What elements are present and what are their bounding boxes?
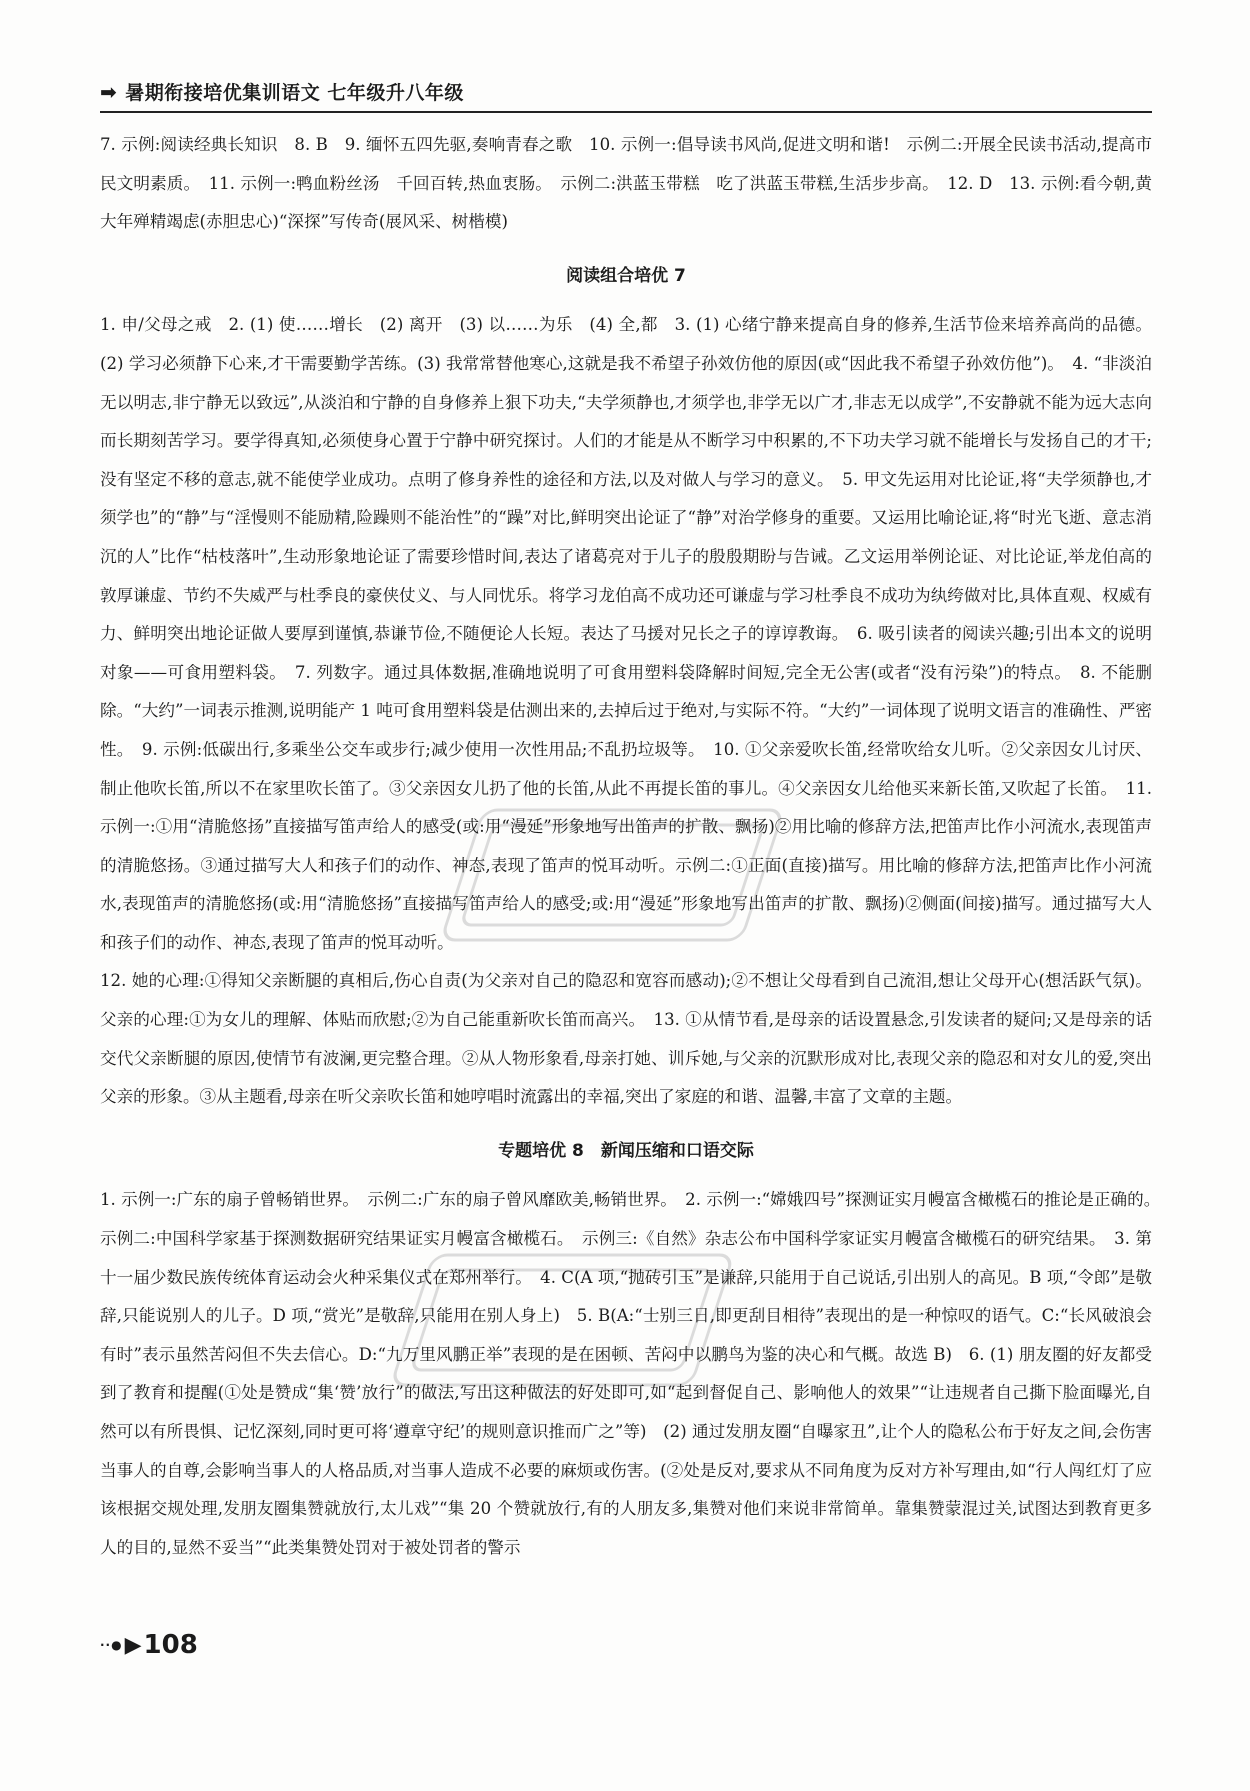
answer-paragraph-reading-7: 1. 申/父母之戒 2. (1) 使……增长 (2) 离开 (3) 以……为乐 (4) 全,都 3. (1) 心绪宁静来提高自身的修养,生活节俭来培养高尚的品德。(2) 学习必须静下心来,才干需要勤学苦练。(3) 我常常替他寒心,这就是我不希望子孙效仿他的原因(或“因此我不希望子孙效仿他”)。 4. “非淡泊无以明志,非宁静无以致远”,从淡泊和宁静的自身修养上狠下功夫,“夫学须静也,才须学也,非学无以广才,非志无以成学”,不安静就不能为远大志向而长期刻苦学习。要学得真知,必须使身心置于宁静中研究探讨。人们的才能是从不断学习中积累的,不下功夫学习就不能增长与发扬自己的才干;没有坚定不移的意志,就不能使学业成功。点明了修身养性的途径和方法,以及对做人与学习的意义。 5. 甲文先运用对比论证,将“夫学须静也,才须学也”的“静”与“淫慢则不能励精,险躁则不能治性”的“躁”对比,鲜明突出论证了“静”对治学修身的重要。又运用比喻论证,将“时光飞逝、意志消沉的人”比作“枯枝落叶”,生动形象地论证了需要珍惜时间,表达了诸葛亮对于儿子的殷殷期盼与告诫。乙文运用举例论证、对比论证,举龙伯高的敦厚谦虚、节约不失威严与杜季良的豪侠仗义、与人同忧乐。将学习龙伯高不成功还可谦虚与学习杜季良不成功为纨绔做对比,具体直观、权威有力、鲜明突出地论证做人要厚到谨慎,恭谦节俭,不随便论人长短。表达了马援对兄长之子的谆谆教诲。 6. 吸引读者的阅读兴趣;引出本文的说明对象——可食用塑料袋。 7. 列数字。通过具体数据,准确地说明了可食用塑料袋降解时间短,完全无公害(或者“没有污染”)的特点。 8. 不能删除。“大约”一词表示推测,说明能产 1 吨可食用塑料袋是估测出来的,去掉后过于绝对,与实际不符。“大约”一词体现了说明文语言的准确性、严密性。 9. 示例:低碳出行,多乘坐公交车或步行;减少使用一次性用品;不乱扔垃圾等。 10. ①父亲爱吹长笛,经常吹给女儿听。②父亲因女儿讨厌、制止他吹长笛,所以不在家里吹长笛了。③父亲因女儿扔了他的长笛,从此不再提长笛的事儿。④父亲因女儿给他买来新长笛,又吹起了长笛。 11. 示例一:①用“清脆悠扬”直接描写笛声给人的感受(或:用“漫延”形象地写出笛声的扩散、飘扬)②用比喻的修辞方法,把笛声比作小河流水,表现笛声的清脆悠扬。③通过描写大人和孩子们的动作、神态,表现了笛声的悦耳动听。示例二:①正面(直接)描写。用比喻的修辞方法,把笛声比作小河流水,表现笛声的清脆悠扬(或:用“清脆悠扬”直接描写笛声给人的感受;或:用“漫延”形象地写出笛声的扩散、飘扬)②侧面(间接)描写。通过描写大人和孩子们的动作、神态,表现了笛声的悦耳动听。: [100, 315, 1152, 952]
section-title-topic-8: 专题培优 8 新闻压缩和口语交际: [498, 1140, 754, 1161]
section-title-reading-7: 阅读组合培优 7: [566, 265, 686, 286]
page-body: [100, 126, 1169, 1567]
triangle-icon: ▶: [124, 1632, 142, 1658]
answer-paragraph-reading-7-cont: 12. 她的心理:①得知父亲断腿的真相后,伤心自责(为父亲对自己的隐忍和宽容而感动);②不想让父母看到自己流泪,想让父母开心(想活跃气氛)。父亲的心理:①为女儿的理解、体贴而欣慰;②为自己能重新吹长笛而高兴。 13. ①从情节看,是母亲的话设置悬念,引发读者的疑问;又是母亲的话交代父亲断腿的原因,使情节有波澜,更完整合理。②从人物形象看,母亲打她、训斥她,与父亲的沉默形成对比,表现父亲的隐忍和对女儿的爱,突出父亲的形象。③从主题看,母亲在听父亲吹长笛和她哼唱时流露出的幸福,突出了家庭的和谐、温馨,丰富了文章的主题。: [100, 971, 1152, 1107]
page-number-value: 108: [143, 1630, 198, 1660]
page-number: [100, 1630, 198, 1660]
header-title: 暑期衔接培优集训语文 七年级升八年级: [125, 82, 464, 104]
running-header: [100, 78, 1150, 105]
answer-paragraph-topic-8: 1. 示例一:广东的扇子曾畅销世界。 示例二:广东的扇子曾风靡欧美,畅销世界。 2. 示例一:“嫦娥四号”探测证实月幔富含橄榄石的推论是正确的。 示例二:中国科学家基于探测数据研究结果证实月幔富含橄榄石。 示例三:《自然》杂志公布中国科学家证实月幔富含橄榄石的研究结果。 3. 第十一届少数民族传统体育运动会火种采集仪式在郑州举行。 4. C(A 项,“抛砖引玉”是谦辞,只能用于自己说话,引出别人的高见。B 项,“令郎”是敬辞,只能说别人的儿子。D 项,“赏光”是敬辞,只能用在别人身上) 5. B(A:“士别三日,即更刮目相待”表现出的是一种惊叹的语气。C:“长风破浪会有时”表示虽然苦闷但不失去信心。D:“九万里风鹏正举”表现的是在困顿、苦闷中以鹏鸟为鉴的决心和气概。故选 B) 6. (1) 朋友圈的好友都受到了教育和提醒(①处是赞成“集‘赞’放行”的做法,写出这种做法的好处即可,如“起到督促自己、影响他人的效果”“让违规者自己撕下脸面曝光,自然可以有所畏惧、记忆深刻,同时更可将‘遵章守纪’的规则意识推而广之”等) (2) 通过发朋友圈“自曝家丑”,让个人的隐私公布于好友之间,会伤害当事人的自尊,会影响当事人的人格品质,对当事人造成不必要的麻烦或伤害。(②处是反对,要求从不同角度为反对方补写理由,如“行人闯红灯了应该根据交规处理,发朋友圈集赞就放行,太儿戏”“集 20 个赞就放行,有的人朋友多,集赞对他们来说非常简单。靠集赞蒙混过关,试图达到教育更多人的目的,显然不妥当”“此类集赞处罚对于被处罚者的警示: [100, 1190, 1169, 1557]
answer-paragraph-top: 7. 示例:阅读经典长知识 8. B 9. 缅怀五四先驱,奏响青春之歌 10. 示例一:倡导读书风尚,促进文明和谐! 示例二:开展全民读书活动,提高市民文明素质。 11. 示例一:鸭血粉丝汤 千回百转,热血衷肠。 示例二:洪蓝玉带糕 吃了洪蓝玉带糕,生活步步高。 12. D 13. 示例:看今朝,黄大年殚精竭虑(赤胆忠心)“深探”写传奇(展风采、树楷模): [100, 135, 1152, 232]
header-divider: [100, 111, 1152, 113]
arrow-icon: ➡: [100, 79, 118, 104]
dots-decoration: ··●: [100, 1638, 123, 1652]
